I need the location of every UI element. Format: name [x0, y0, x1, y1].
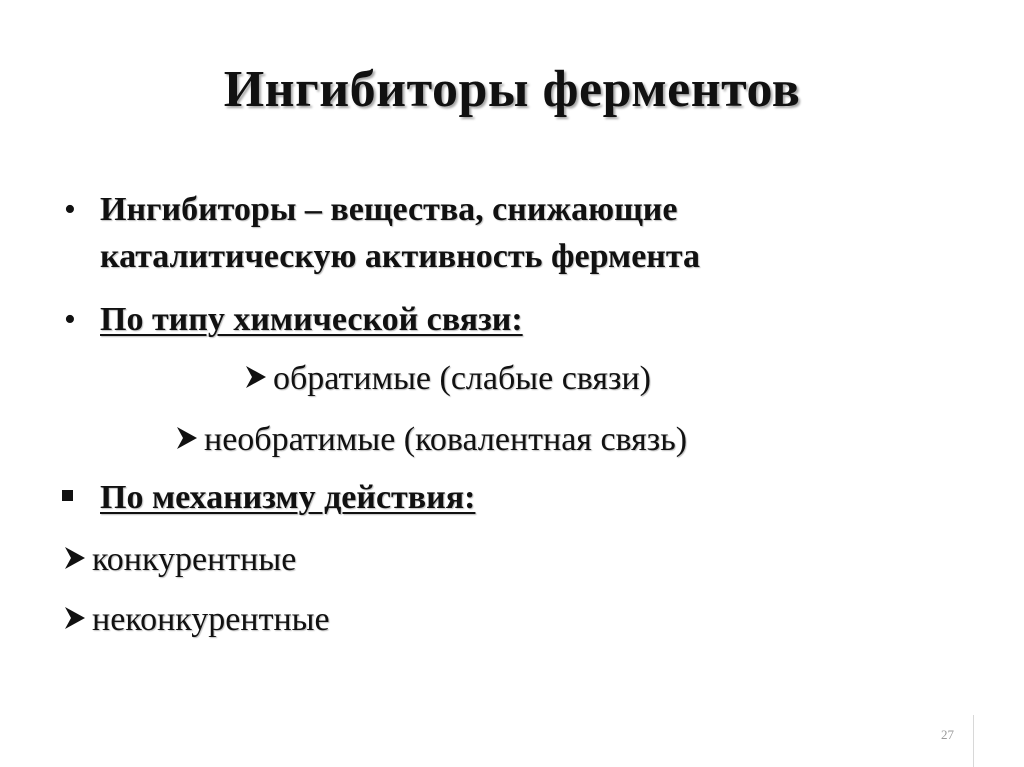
bullet-dot-icon: • — [64, 191, 76, 228]
mechanism-item-noncompetitive — [62, 600, 330, 640]
arrowhead-bullet-icon — [243, 362, 269, 392]
bullet-dot-icon: • — [64, 301, 76, 338]
bond-type-item-reversible — [243, 359, 651, 399]
mechanism-item-label: неконкурентные — [92, 601, 330, 638]
bond-type-item-label: обратимые (слабые связи) — [273, 360, 652, 397]
bond-type-item-label: необратимые (ковалентная связь) — [204, 421, 688, 458]
page-divider — [973, 715, 974, 767]
square-bullet-icon — [62, 490, 73, 501]
bond-type-item-irreversible — [174, 420, 687, 460]
mechanism-item-label: конкурентные — [92, 541, 297, 578]
arrowhead-bullet-icon — [174, 423, 200, 453]
mechanism-heading: По механизму действия: — [100, 479, 476, 516]
bond-type-heading: По типу химической связи: — [100, 301, 523, 338]
mechanism-item-competitive — [62, 540, 296, 580]
slide-title: Ингибиторы ферментов — [223, 61, 801, 118]
page-number: 27 — [941, 727, 954, 742]
definition-line-2: каталитическую активность фермента — [100, 238, 700, 275]
definition-line-1: Ингибиторы – вещества, снижающие — [100, 191, 678, 228]
arrowhead-bullet-icon — [62, 603, 88, 633]
arrowhead-bullet-icon — [62, 543, 88, 573]
